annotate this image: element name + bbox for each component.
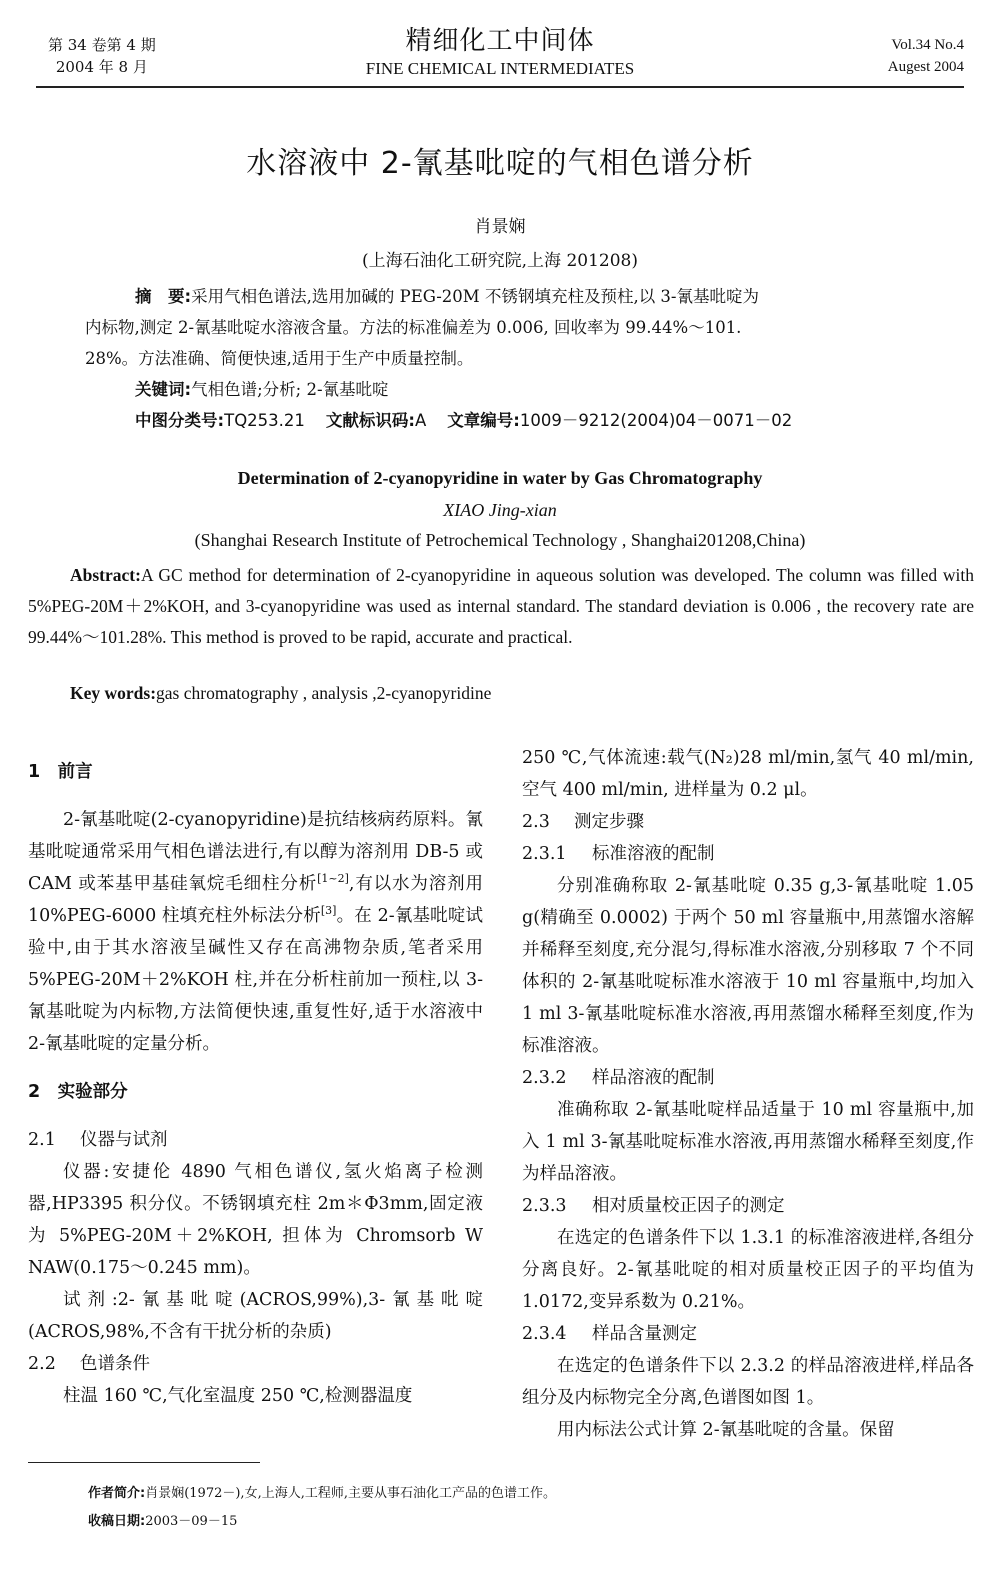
sample-content-paragraph-2: 用内标法公式计算 2-氰基吡啶的含量。保留 (557, 1420, 895, 1440)
received-date-text: 2003－09－15 (145, 1514, 238, 1529)
s1-text-c: 。在 2-氰基吡啶试验中,由于其水溶液呈碱性又存在高沸物杂质,笔者采用 5%PEG-20M＋2%KOH 柱,并在分析柱前加一预柱,以 3-氰基吡啶为内标物,方法简便快速,重复性好,适于水溶液中 2-氰基吡啶的定量分析。 (28, 906, 483, 1054)
section-2-3-1-title: 标准溶液的配制 (592, 844, 715, 864)
keywords-cn (95, 374, 920, 405)
abstract-cn (85, 281, 920, 436)
doc-code-label: 文献标识码: (325, 411, 416, 430)
section-2-1-heading (28, 1124, 483, 1156)
section-2-1-title: 仪器与试剂 (80, 1130, 168, 1150)
body-left-column (28, 752, 483, 1412)
volume-issue-en: Vol.34 No.4 (891, 37, 964, 53)
keywords-cn-label: 关键词: (135, 380, 192, 399)
clc-label: 中图分类号: (135, 411, 225, 430)
author-bio-text: 肖景娴(1972－),女,上海人,工程师,主要从事石油化工产品的色谱工作。 (145, 1486, 556, 1501)
section-1-heading: 1 前言 (28, 762, 93, 782)
instruments-paragraph: 仪器:安捷伦 4890 气相色谱仪,氢火焰离子检测器,HP3395 积分仪。不锈钢填充柱 2m＊Φ3mm,固定液为 5%PEG-20M＋2%KOH, 担体为 Chromsorb W NAW(0.175～0.245 mm)。 (28, 1162, 483, 1278)
issue-info-en (888, 34, 964, 78)
abstract-cn-label: 摘 要: (135, 287, 192, 306)
author-name: 肖景娴 (474, 217, 526, 237)
received-date-footnote (88, 1512, 237, 1532)
section-2-3-number: 2.3 (522, 812, 550, 832)
sample-content-paragraph-1: 在选定的色谱条件下以 2.3.2 的样品溶液进样,样品各组分及内标物完全分离,色谱图如图 1。 (522, 1356, 974, 1408)
section-1-paragraph (28, 804, 483, 1060)
author-bio-label: 作者简介: (88, 1486, 146, 1501)
correction-factor-paragraph: 在选定的色谱条件下以 1.3.1 的标准溶液进样,各组分分离良好。2-氰基吡啶的相对质量校正因子的平均值为 1.0172,变异系数为 0.21%。 (522, 1228, 974, 1312)
english-affiliation: (Shanghai Research Institute of Petrochemical Technology , Shanghai201208,China) (194, 530, 806, 550)
reagents-paragraph: 试剂:2-氰基吡啶(ACROS,99%),3-氰基吡啶(ACROS,98%,不含有干扰分析的杂质) (28, 1290, 483, 1342)
section-2-2-title: 色谱条件 (80, 1354, 150, 1374)
english-title: Determination of 2-cyanopyridine in water by Gas Chromatography (237, 468, 763, 488)
english-author: XIAO Jing-xian (443, 500, 557, 520)
english-abstract-label: Abstract: (70, 565, 141, 585)
section-2-3-2-title: 样品溶液的配制 (592, 1068, 715, 1088)
abstract-cn-line3: 28%。方法准确、简便快速,适用于生产中质量控制。 (85, 349, 474, 368)
s1-text-a: 2-氰基吡啶(2-cyanopyridine)是抗结核病药原料。氰基吡啶通常采用气相色谱法进行,有以醇为溶剂用 DB-5 或 CAM 或苯基甲基硅氧烷毛细柱分析 (28, 810, 483, 894)
conditions-continued: 250 ℃,气体流速:载气(N₂)28 ml/min,氢气 40 ml/min, 空气 400 ml/min, 进样量为 0.2 μl。 (522, 748, 974, 800)
section-2-heading: 2 实验部分 (28, 1082, 128, 1102)
s1-text-b: ,有以水为溶剂用 10%PEG-6000 柱填充柱外标法分析 (28, 874, 483, 926)
article-number-label: 文章编号: (447, 411, 520, 430)
journal-name (36, 24, 964, 80)
received-date-label: 收稿日期: (88, 1514, 146, 1529)
body-right-column (522, 742, 974, 1446)
section-2-3-heading (522, 806, 974, 838)
section-2-3-2-heading (522, 1062, 974, 1094)
chromatographic-conditions-paragraph: 柱温 160 ℃,气化室温度 250 ℃,检测器温度 (63, 1386, 413, 1406)
section-2-3-4-heading (522, 1318, 974, 1350)
issue-date-en: Augest 2004 (887, 59, 964, 75)
paper-title: 水溶液中 2-氰基吡啶的气相色谱分析 (246, 146, 754, 181)
clc-value: TQ253.21 (224, 411, 305, 430)
sample-solution-paragraph: 准确称取 2-氰基吡啶样品适量于 10 ml 容量瓶中,加入 1 ml 3-氰基吡啶标准水溶液,再用蒸馏水稀释至刻度,作为样品溶液。 (522, 1100, 974, 1184)
section-2-3-1-number: 2.3.1 (522, 844, 567, 864)
section-2-3-3-heading (522, 1190, 974, 1222)
section-2-3-2-number: 2.3.2 (522, 1068, 567, 1088)
section-2-3-3-number: 2.3.3 (522, 1196, 567, 1216)
author-bio-footnote (88, 1484, 556, 1504)
section-2-2-number: 2.2 (28, 1354, 56, 1374)
keywords-cn-text: 气相色谱;分析; 2-氰基吡啶 (191, 380, 389, 399)
article-number-value: 1009－9212(2004)04－0071－02 (519, 411, 793, 430)
section-2-3-title: 测定步骤 (574, 812, 644, 832)
english-keywords-text: gas chromatography , analysis ,2-cyanopyridine (156, 683, 492, 703)
english-abstract-text: A GC method for determination of 2-cyanopyridine in aqueous solution was developed. The column was filled with 5%PEG-20M＋2%KOH, and 3-cyanopyridine was used as internal standard. The standard deviation is 0.006 , the recovery rate are 99.44%～101.28%. This method is proved to be rapid, accurate and practical. (28, 565, 974, 647)
section-2-3-4-title: 样品含量测定 (592, 1324, 697, 1344)
journal-name-en: FINE CHEMICAL INTERMEDIATES (365, 59, 635, 78)
classification-line (95, 405, 920, 436)
citation-3: [3] (320, 904, 337, 918)
section-2-3-1-heading (522, 838, 974, 870)
author-affiliation: (上海石油化工研究院,上海 201208) (362, 251, 638, 271)
header-rule (36, 86, 964, 88)
doc-code-value: A (415, 411, 427, 430)
english-keywords-label: Key words: (70, 683, 157, 703)
abstract-cn-line2: 内标物,测定 2-氰基吡啶水溶液含量。方法的标准偏差为 0.006, 回收率为 99.44%～101. (85, 318, 742, 337)
section-2-3-4-number: 2.3.4 (522, 1324, 567, 1344)
section-2-3-3-title: 相对质量校正因子的测定 (592, 1196, 785, 1216)
journal-name-cn: 精细化工中间体 (405, 26, 595, 56)
english-abstract (28, 560, 974, 653)
abstract-cn-line1 (95, 281, 920, 312)
abstract-cn-text1: 采用气相色谱法,选用加碱的 PEG-20M 不锈钢填充柱及预柱,以 3-氰基吡啶为 (191, 287, 760, 306)
volume-issue: 第 34 卷第 4 期 (48, 36, 156, 54)
citation-1-2: [1~2] (317, 872, 349, 886)
standard-solution-paragraph: 分别准确称取 2-氰基吡啶 0.35 g,3-氰基吡啶 1.05 g(精确至 0.0002) 于两个 50 ml 容量瓶中,用蒸馏水溶解并稀释至刻度,充分混匀,得标准水溶液,分别移取 7 个不同体积的 2-氰基吡啶标准水溶液于 10 ml 容量瓶中,均加入 1 ml 3-氰基吡啶标准水溶液,再用蒸馏水稀释至刻度,作为标准溶液。 (522, 876, 974, 1056)
running-header (36, 22, 964, 88)
issue-date: 2004 年 8 月 (55, 58, 148, 76)
section-2-2-heading (28, 1348, 483, 1380)
section-2-1-number: 2.1 (28, 1130, 56, 1150)
english-keywords (70, 683, 974, 704)
footnote-rule (28, 1462, 260, 1463)
